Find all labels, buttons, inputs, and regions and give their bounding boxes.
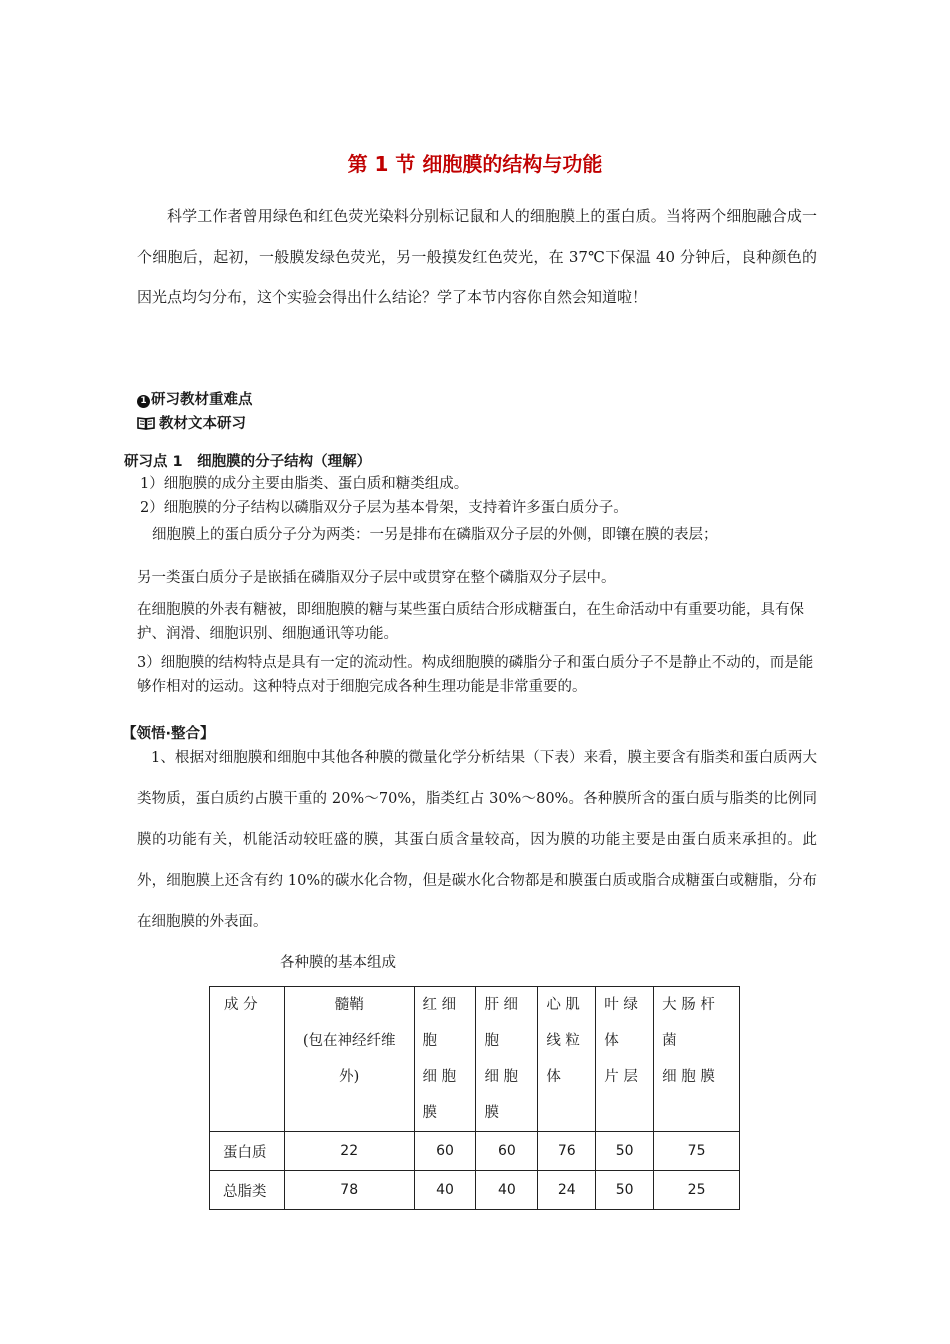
header-heart-mitochondria: 心 肌 线 粒 体 (538, 987, 596, 1132)
table-cell: 75 (654, 1132, 740, 1171)
table-cell: 76 (538, 1132, 596, 1171)
page-title: 第 1 节 细胞膜的结构与功能 (347, 152, 603, 176)
header-chloroplast-lamella: 叶 绿 体 片 层 (596, 987, 654, 1132)
text-line-2: 2）细胞膜的分子结构以磷脂双分子层为基本骨架，支持着许多蛋白质分子。 (140, 500, 628, 516)
section-heading-1-label: 研习教材重难点 (151, 392, 253, 408)
table-cell: 60 (414, 1132, 476, 1171)
study-point-title: 研习点 1 细胞膜的分子结构（理解） (124, 454, 372, 470)
table-cell: 24 (538, 1171, 596, 1210)
text-paragraph-6: 3）细胞膜的结构特点是具有一定的流动性。构成细胞膜的磷脂分子和蛋白质分子不是静止不动的，而是能够作相对的运动。这种特点对于细胞完成各种生理功能是非常重要的。 (137, 655, 814, 695)
header-liver-cell: 肝 细 胞 细 胞 膜 (476, 987, 538, 1132)
table-row (210, 1171, 740, 1210)
table-cell: 22 (284, 1132, 414, 1171)
table-cell: 40 (476, 1171, 538, 1210)
section-heading-2-label: 教材文本研习 (159, 416, 246, 432)
section-heading-1 (137, 388, 253, 409)
text-paragraph-5: 在细胞膜的外表有糖被，即细胞膜的糖与某些蛋白质结合形成糖蛋白，在生命活动中有重要功能，具有保护、润滑、细胞识别、细胞通讯等功能。 (137, 602, 804, 642)
table-cell: 25 (654, 1171, 740, 1210)
number-one-icon: 1 (137, 395, 150, 408)
table-row (210, 1132, 740, 1171)
table-cell: 60 (476, 1132, 538, 1171)
intro-paragraph (137, 196, 817, 318)
header-ecoli-membrane: 大 肠 杆 菌 细 胞 膜 (654, 987, 740, 1132)
table-header-row (210, 987, 740, 1132)
table-caption: 各种膜的基本组成 (280, 955, 396, 971)
open-book-icon (137, 416, 155, 430)
intro-text: 科学工作者曾用绿色和红色荧光染料分别标记鼠和人的细胞膜上的蛋白质。当将两个细胞融合成一个细胞后，起初，一般膜发绿色荧光，另一般摸发红色荧光，在 37℃下保温 40 分钟后，良种颜色的因光点均匀分布，这个实验会得出什么结论？学了本节内容你自然会知道啦！ (137, 207, 817, 306)
insight-text: 1、根据对细胞膜和细胞中其他各种膜的微量化学分析结果（下表）来看，膜主要含有脂类和蛋白质两大类物质，蛋白质约占膜干重的 20%～70%，脂类红占 30%～80%。各种膜所含的蛋白质与脂类的比例同膜的功能有关，机能活动较旺盛的膜，其蛋白质含量较高，因为膜的功能主要是由蛋白质来承担的。此外，细胞膜上还含有约 10%的碳水化合物，但是碳水化合物都是和膜蛋白质或脂合成糖蛋白或糖脂，分布在细胞膜的外表面。 (137, 750, 817, 930)
section-heading-2 (137, 412, 246, 433)
text-line-1: 1）细胞膜的成分主要由脂类、蛋白质和糖类组成。 (140, 476, 469, 492)
row-label: 总脂类 (210, 1171, 285, 1210)
table-cell: 78 (284, 1171, 414, 1210)
text-line-4: 另一类蛋白质分子是嵌插在磷脂双分子层中或贯穿在整个磷脂双分子层中。 (137, 570, 616, 586)
table-cell: 50 (596, 1171, 654, 1210)
text-line-3: 细胞膜上的蛋白质分子分为两类：一另是排布在磷脂双分子层的外侧，即镶在膜的表层； (152, 527, 718, 543)
insight-heading: 【领悟·整合】 (122, 726, 215, 742)
header-component: 成 分 (210, 987, 285, 1132)
header-myelin: 髓鞘 (包在神经纤维 外) (284, 987, 414, 1132)
header-red-blood-cell: 红 细 胞 细 胞 膜 (414, 987, 476, 1132)
table-cell: 40 (414, 1171, 476, 1210)
membrane-composition-table (209, 986, 740, 1210)
table-cell: 50 (596, 1132, 654, 1171)
insight-paragraph (137, 738, 817, 943)
row-label: 蛋白质 (210, 1132, 285, 1171)
